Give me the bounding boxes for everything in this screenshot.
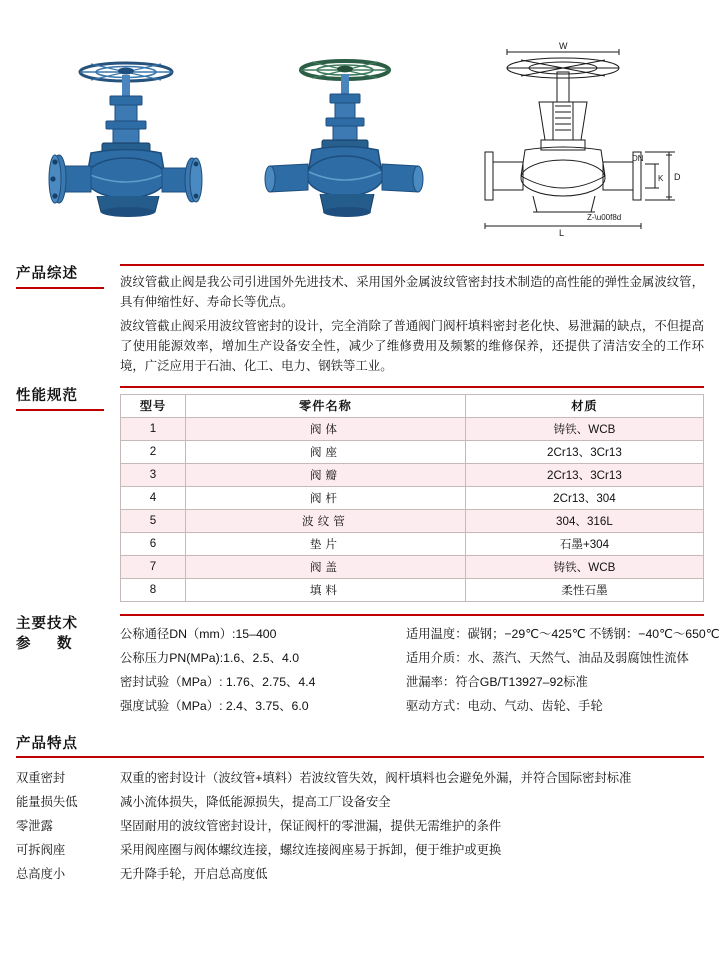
table-row bbox=[121, 418, 704, 441]
table-row bbox=[121, 533, 704, 556]
spec-cell-material: 2Cr13、304 bbox=[465, 487, 703, 510]
product-figure-row bbox=[16, 0, 704, 250]
spec-cell-no: 6 bbox=[121, 533, 186, 556]
label-nd: Z-\u00f8d bbox=[587, 213, 622, 222]
table-row bbox=[121, 441, 704, 464]
figure-dimension-drawing bbox=[469, 40, 689, 250]
params-section bbox=[16, 614, 720, 718]
label-k: K bbox=[658, 174, 664, 183]
feature-term: 可拆阀座 bbox=[16, 843, 66, 857]
figure-flanged-valve bbox=[31, 50, 221, 250]
welded-valve-illustration bbox=[250, 50, 440, 250]
feature-desc: 坚固耐用的波纹管密封设计，保证阀杆的零泄漏，提供无需维护的条件 bbox=[120, 819, 502, 833]
spec-cell-material: 柔性石墨 bbox=[465, 579, 703, 602]
params-body bbox=[16, 616, 720, 718]
spec-cell-material: 铸铁、WCB bbox=[465, 556, 703, 579]
spec-cell-no: 7 bbox=[121, 556, 186, 579]
spec-col-part: 零件名称 bbox=[186, 395, 466, 418]
feature-term: 总高度小 bbox=[16, 867, 66, 881]
feature-term: 能量损失低 bbox=[16, 795, 78, 809]
spec-col-material: 材质 bbox=[465, 395, 703, 418]
feature-item-removable-seat bbox=[16, 838, 704, 862]
overview-paragraph-2: 波纹管截止阀采用波纹管密封的设计，完全消除了普通阀门阀杆填料密封老化快、易泄漏的缺点，不但提高了使用能源效率，增加生产设备安全性，减少了维修费用及频繁的维修保养，还提供了清洁安全的工作环境，广泛应用于石油、化工、电力、钢铁等工业。 bbox=[120, 319, 704, 373]
overview-paragraph-1: 波纹管截止阀是我公司引进国外先进技术、采用国外金属波纹管密封技术制造的高性能的弹性金属波纹管，具有伸缩性好、寿命长等优点。 bbox=[120, 275, 704, 309]
param-media: 适用介质：水、蒸汽、天然气、油品及弱腐蚀性流体 bbox=[406, 651, 689, 665]
spec-table bbox=[120, 394, 704, 602]
spec-cell-name: 垫片 bbox=[186, 533, 466, 556]
table-row bbox=[121, 556, 704, 579]
dimension-line-drawing bbox=[469, 40, 689, 250]
spec-cell-no: 8 bbox=[121, 579, 186, 602]
spec-cell-name: 阀瓣 bbox=[186, 464, 466, 487]
params-column-left bbox=[120, 622, 390, 718]
table-row bbox=[121, 464, 704, 487]
param-seal-test: 密封试验（MPa）: 1.76、2.75、4.4 bbox=[120, 675, 316, 689]
params-heading-line1: 主要技术 bbox=[16, 616, 78, 632]
table-row bbox=[121, 579, 704, 602]
features-heading: 产品特点 bbox=[16, 736, 78, 752]
spec-col-model: 型号 bbox=[121, 395, 186, 418]
spec-cell-no: 1 bbox=[121, 418, 186, 441]
spec-cell-no: 4 bbox=[121, 487, 186, 510]
label-dn: DN bbox=[632, 154, 644, 163]
overview-heading: 产品综述 bbox=[16, 266, 78, 282]
feature-desc: 双重的密封设计（波纹管+填料）若波纹管失效，阀杆填料也会避免外漏，并符合国际密封标准 bbox=[120, 771, 632, 785]
spec-cell-name: 阀盖 bbox=[186, 556, 466, 579]
overview-text-wrap bbox=[16, 266, 704, 376]
params-column-right bbox=[406, 622, 720, 718]
feature-item-low-energy-loss bbox=[16, 790, 704, 814]
label-l: L bbox=[559, 228, 565, 238]
param-nominal-diameter: 公称通径DN（mm）:15–400 bbox=[120, 627, 277, 641]
feature-desc: 减小流体损失，降低能源损失，提高工厂设备安全 bbox=[120, 795, 391, 809]
spec-cell-name: 波纹管 bbox=[186, 510, 466, 533]
spec-cell-name: 填料 bbox=[186, 579, 466, 602]
features-rule bbox=[16, 756, 704, 758]
label-d-outer: D bbox=[674, 172, 681, 182]
spec-heading: 性能规范 bbox=[16, 388, 78, 404]
spec-cell-material: 2Cr13、3Cr13 bbox=[465, 441, 703, 464]
flanged-valve-illustration bbox=[31, 50, 221, 250]
param-strength-test: 强度试验（MPa）: 2.4、3.75、6.0 bbox=[120, 699, 309, 713]
feature-term: 零泄露 bbox=[16, 819, 53, 833]
spec-header-row bbox=[121, 395, 704, 418]
spec-cell-no: 3 bbox=[121, 464, 186, 487]
spec-table-wrap bbox=[16, 388, 704, 602]
table-row bbox=[121, 487, 704, 510]
figure-welded-valve bbox=[250, 50, 440, 250]
feature-term: 双重密封 bbox=[16, 771, 66, 785]
spec-cell-material: 石墨+304 bbox=[465, 533, 703, 556]
param-nominal-pressure: 公称压力PN(MPa):1.6、2.5、4.0 bbox=[120, 651, 300, 665]
spec-cell-material: 铸铁、WCB bbox=[465, 418, 703, 441]
feature-desc: 无升降手轮，开启总高度低 bbox=[120, 867, 268, 881]
spec-cell-no: 2 bbox=[121, 441, 186, 464]
feature-item-low-height bbox=[16, 862, 704, 886]
spec-section bbox=[16, 386, 704, 602]
feature-item-zero-leak bbox=[16, 814, 704, 838]
label-w: W bbox=[559, 41, 568, 51]
param-leak-rate: 泄漏率：符合GB/T13927–92标准 bbox=[406, 675, 588, 689]
spec-cell-material: 2Cr13、3Cr13 bbox=[465, 464, 703, 487]
param-temperature-range: 适用温度：碳钢；−29℃～425℃ 不锈钢：−40℃～650℃ bbox=[406, 627, 720, 641]
spec-cell-material: 304、316L bbox=[465, 510, 703, 533]
overview-section bbox=[16, 264, 704, 376]
spec-cell-name: 阀体 bbox=[186, 418, 466, 441]
feature-item-double-seal bbox=[16, 766, 704, 790]
features-section bbox=[16, 732, 704, 886]
param-drive-mode: 驱动方式：电动、气动、齿轮、手轮 bbox=[406, 699, 603, 713]
spec-cell-no: 5 bbox=[121, 510, 186, 533]
table-row bbox=[121, 510, 704, 533]
params-heading-line2: 参 数 bbox=[16, 636, 78, 652]
feature-desc: 采用阀座圈与阀体螺纹连接，螺纹连接阀座易于拆卸，便于维护或更换 bbox=[120, 843, 502, 857]
spec-cell-name: 阀杆 bbox=[186, 487, 466, 510]
spec-cell-name: 阀座 bbox=[186, 441, 466, 464]
